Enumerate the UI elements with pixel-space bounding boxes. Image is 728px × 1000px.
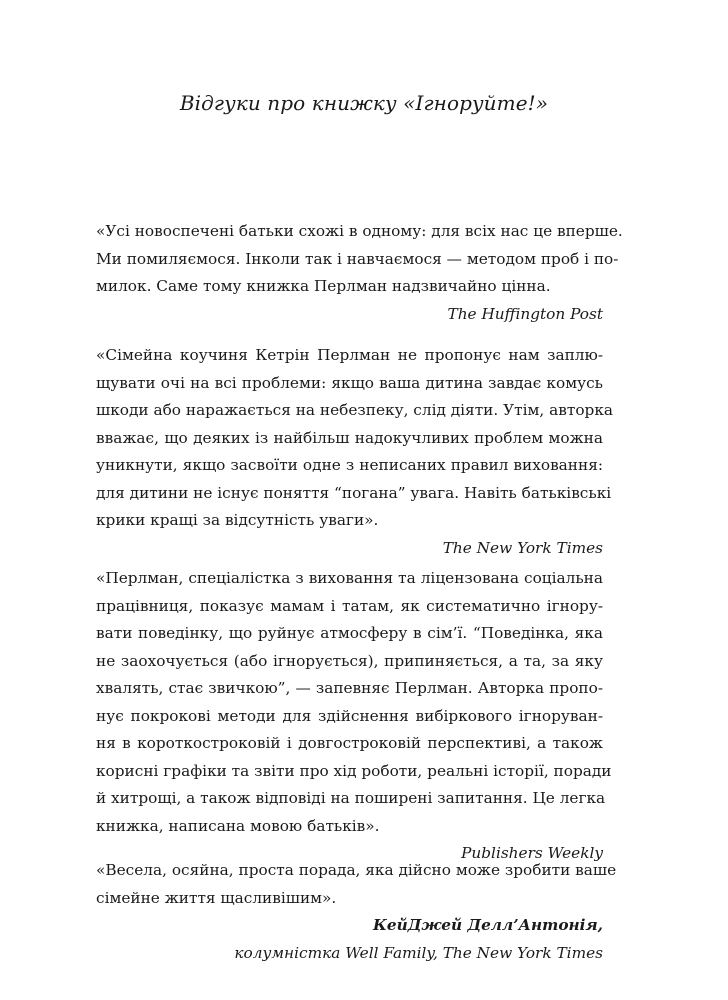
review-publishers-weekly [96, 565, 612, 868]
review-text [96, 342, 614, 535]
review-line: хвалять, стає звичкою”, — запевняє Перлман. Авторка пропо- [96, 679, 603, 697]
review-line: нує покрокові методи для здійснення вибіркового ігноруван- [96, 706, 603, 725]
review-line: працівниця, показує мамам і татам, як систематично ігнору- [96, 596, 603, 615]
review-text [96, 218, 623, 301]
review-kj-dellantonia [96, 857, 617, 967]
review-source: The Huffington Post [447, 304, 603, 323]
review-line: вважає, що деяких із найбільш надокучливих проблем можна [96, 428, 603, 447]
review-line: книжка, написана мовою батьків». [96, 816, 380, 835]
review-line: «Сімейна коучиня Кетрін Перлман не пропонує нам заплю- [96, 346, 603, 364]
review-line: шкоди або наражається на небезпеку, слід діяти. Утім, авторка [96, 401, 614, 419]
review-line: ня в короткостроковій і довгостроковій перспективі, а також [96, 734, 603, 752]
review-line: сімейне життя щасливішим». [96, 888, 337, 907]
review-line: для дитини не існує поняття “погана” увага. Навіть батьківські [96, 483, 612, 502]
review-line: милок. Саме тому книжка Перлман надзвичайно цінна. [96, 277, 551, 295]
review-new-york-times [96, 342, 614, 562]
review-source-name: КейДжей Делл’Антонія, [372, 916, 603, 934]
review-line: «Усі новоспечені батьки схожі в одному: для всіх нас це вперше. [96, 222, 623, 240]
review-line: Ми помиляємося. Інколи так і навчаємося — методом проб і по- [96, 249, 619, 268]
review-line: уникнути, якщо засвоїти одне з неписаних правил виховання: [96, 456, 603, 474]
review-line: вати поведінку, що руйнує атмосферу в сім’ї. “Поведінка, яка [96, 624, 603, 642]
review-source-role: колумністка Well Family, The New York Times [234, 943, 603, 962]
review-text [96, 565, 612, 840]
review-line: корисні графіки та звіти про хід роботи, реальні історії, поради [96, 761, 612, 780]
review-source: Publishers Weekly [461, 844, 603, 862]
review-source: The New York Times [442, 538, 603, 557]
review-line: «Перлман, спеціалістка з виховання та ліцензована соціальна [96, 569, 603, 587]
review-line: й хитрощі, а також відповіді на поширені запитання. Це легка [96, 789, 606, 807]
review-huffington-post [96, 218, 623, 328]
page-title: Відгуки про книжку «Ігноруйте!» [179, 91, 549, 115]
review-line: крики кращі за відсутність уваги». [96, 511, 379, 529]
review-line: «Весела, осяйна, проста порада, яка дійсно може зробити ваше [96, 861, 617, 879]
review-text [96, 857, 617, 912]
review-line: щувати очі на всі проблеми: якщо ваша дитина завдає комусь [96, 373, 603, 392]
review-line: не заохочується (або ігнорується), припиняється, а та, за яку [96, 651, 603, 670]
